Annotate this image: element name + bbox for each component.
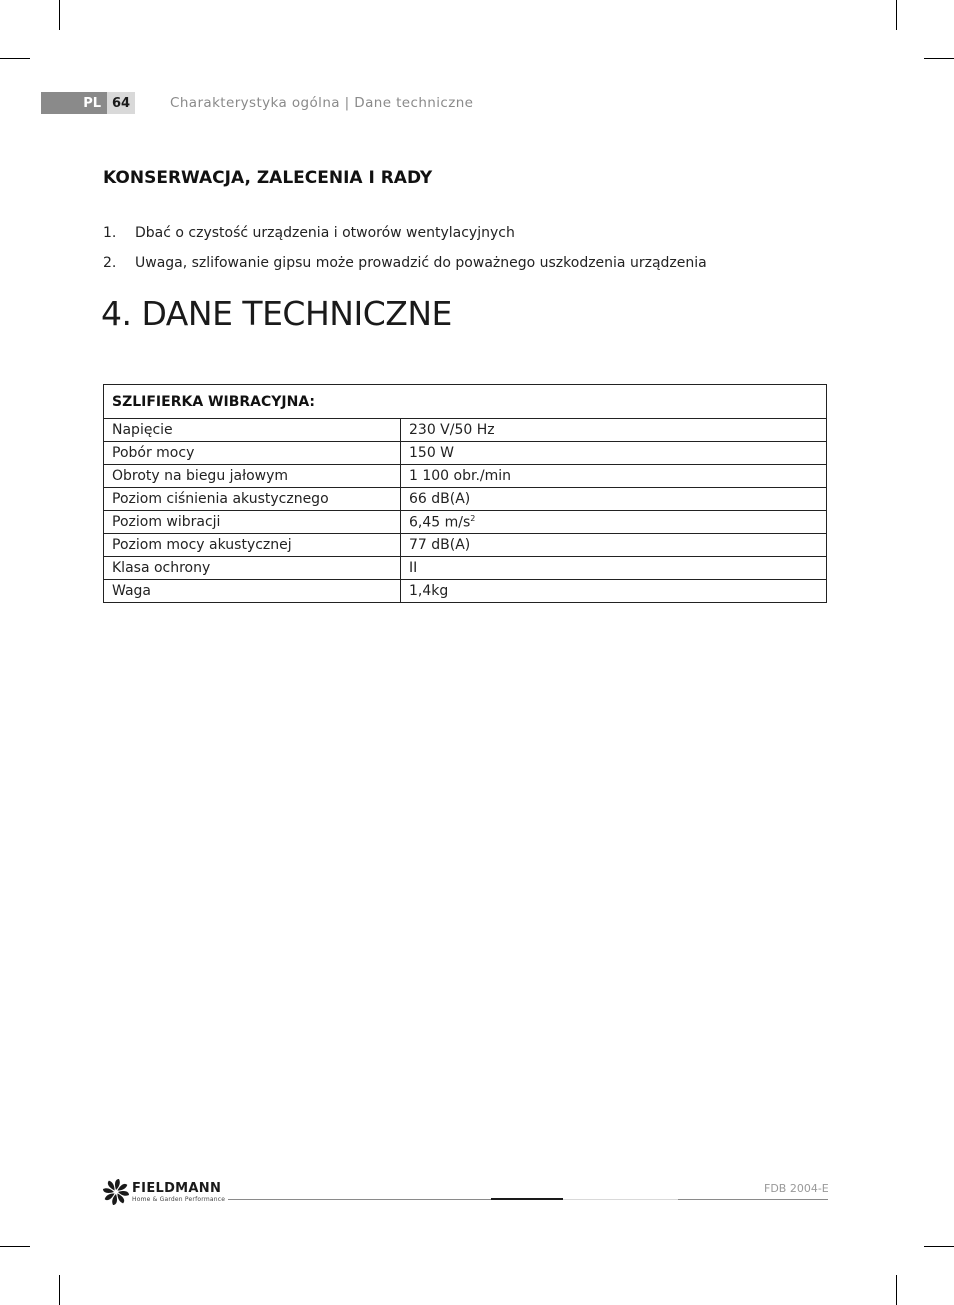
footer-rule-accent (491, 1198, 563, 1200)
crop-mark (896, 1275, 897, 1305)
table-row (104, 557, 827, 580)
spec-value: 66 dB(A) (401, 488, 827, 511)
brand-name: FIELDMANN (132, 1180, 222, 1196)
list-item-number: 2. (103, 255, 117, 271)
model-number: FDB 2004-E (764, 1182, 829, 1195)
superscript: 2 (470, 513, 476, 523)
list-item (103, 218, 707, 248)
table-row (104, 580, 827, 603)
spec-label: Pobór mocy (104, 442, 401, 465)
spec-value: 1 100 obr./min (401, 465, 827, 488)
spec-value: 150 W (401, 442, 827, 465)
crop-mark (924, 1246, 954, 1247)
logo-text (132, 1182, 225, 1203)
crop-mark (0, 1246, 30, 1247)
tech-data-heading: 4. DANE TECHNICZNE (101, 294, 452, 333)
list-item (103, 248, 707, 278)
crop-mark (59, 0, 60, 30)
spec-table (103, 384, 827, 603)
spec-value: 77 dB(A) (401, 534, 827, 557)
spec-value: 6,45 m/s (409, 514, 471, 531)
brand-logo (103, 1178, 225, 1206)
footer-rule (678, 1199, 828, 1200)
spec-label: Waga (104, 580, 401, 603)
footer-rule (228, 1199, 491, 1200)
table-row (104, 511, 827, 534)
list-item-number: 1. (103, 225, 117, 241)
page-header (41, 92, 473, 114)
maintenance-list (103, 218, 707, 278)
spec-label: Poziom ciśnienia akustycznego (104, 488, 401, 511)
list-item-text: Dbać o czystość urządzenia i otworów wentylacyjnych (135, 225, 515, 241)
spec-value: 1,4kg (401, 580, 827, 603)
table-row (104, 488, 827, 511)
table-header-row (104, 385, 827, 419)
spec-value: II (401, 557, 827, 580)
spec-label: Obroty na biegu jałowym (104, 465, 401, 488)
maintenance-heading: KONSERWACJA, ZALECENIA I RADY (103, 168, 433, 188)
table-row (104, 465, 827, 488)
crop-mark (0, 58, 30, 59)
spec-label: Poziom wibracji (104, 511, 401, 534)
page-number: 64 (107, 92, 135, 114)
table-row (104, 442, 827, 465)
list-item-text: Uwaga, szlifowanie gipsu może prowadzić do poważnego uszkodzenia urządzenia (135, 255, 707, 271)
header-title: Charakterystyka ogólna | Dane techniczne (170, 95, 474, 111)
crop-mark (924, 58, 954, 59)
crop-mark (896, 0, 897, 30)
spec-value: 230 V/50 Hz (401, 419, 827, 442)
spec-label: Poziom mocy akustycznej (104, 534, 401, 557)
fan-logo-icon (103, 1178, 129, 1206)
table-row (104, 534, 827, 557)
spec-label: Napięcie (104, 419, 401, 442)
language-tag: PL (41, 92, 107, 114)
spec-label: Klasa ochrony (104, 557, 401, 580)
crop-mark (59, 1275, 60, 1305)
spec-value-cell (401, 511, 827, 534)
table-header: SZLIFIERKA WIBRACYJNA: (104, 385, 827, 419)
brand-tagline: Home & Garden Performance (132, 1195, 226, 1203)
table-row (104, 419, 827, 442)
footer-rule (563, 1199, 678, 1200)
